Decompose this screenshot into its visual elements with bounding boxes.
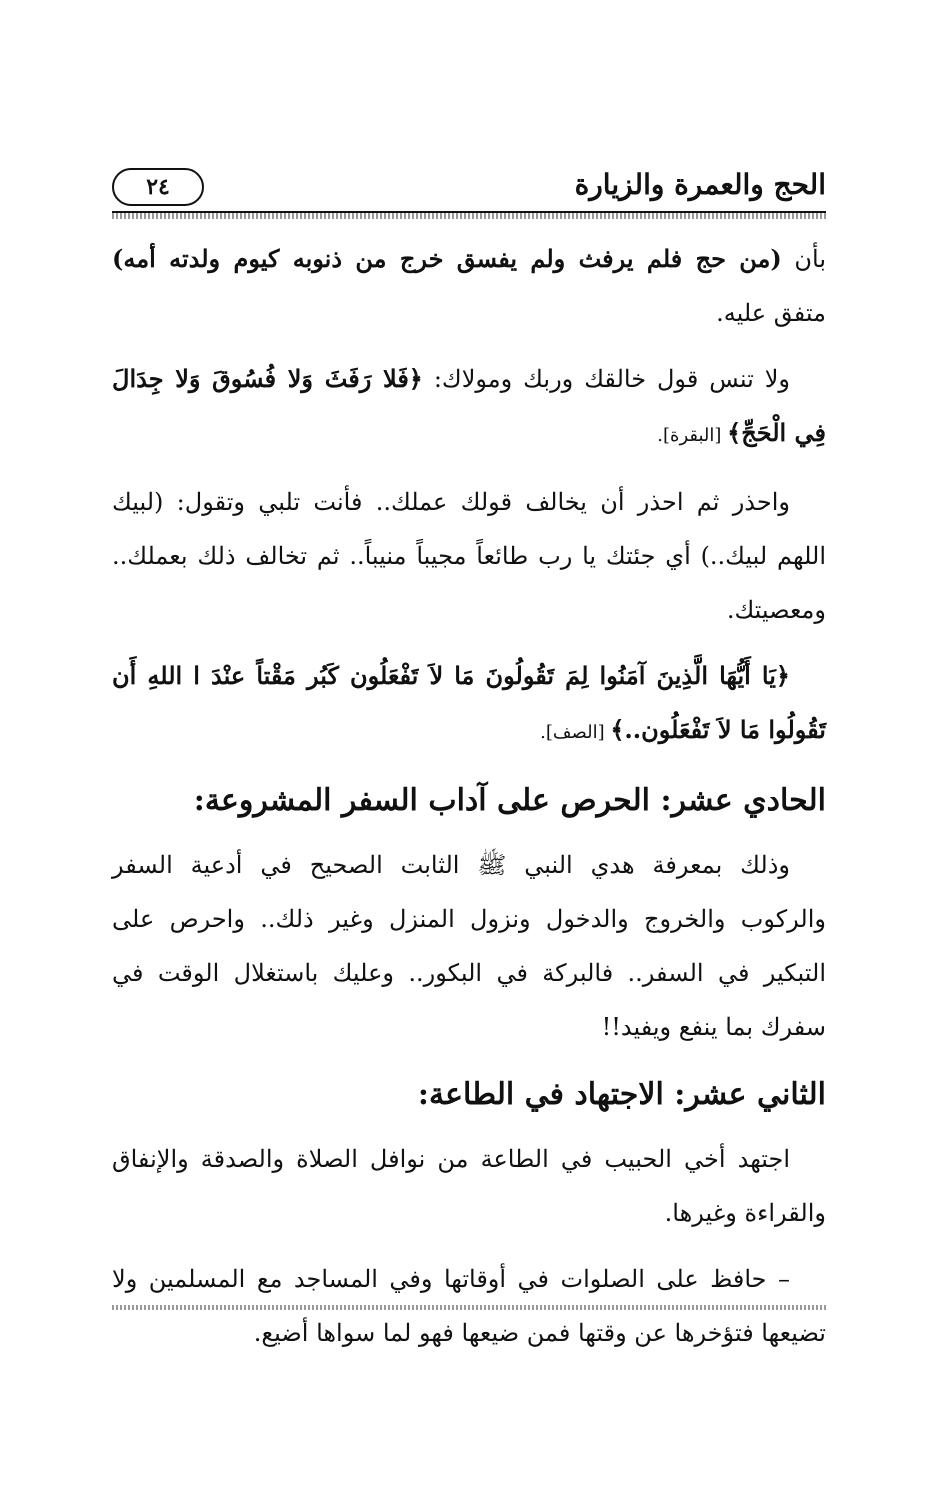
paragraph-text: متفق عليه.	[716, 299, 826, 327]
section-heading-11: الحادي عشر: الحرص على آداب السفر المشروعة:	[193, 783, 826, 818]
paragraph-hadith	[112, 232, 826, 340]
quran-verse: ﴿يَا أَيُّهَا الَّذِينَ آمَنُوا لِمَ تَقُولُونَ مَا لاَ تَفْعَلُون كَبُر مَقْتاً عنْدَ ا اللهِ أَن تَقُولُوا مَا لاَ تَفْعَلُون..﴾	[112, 661, 826, 744]
paragraph-prayers: – حافظ على الصلوات في أوقاتها وفي المساجد مع المسلمين ولا تضيعها فتؤخرها عن وقتها فمن ضيعها فهو لما سواها أضيع.	[112, 1265, 826, 1347]
page-number: ٢٤	[112, 168, 204, 206]
page-body	[112, 232, 826, 1372]
paragraph-quran-2	[112, 649, 826, 760]
running-title: الحج والعمرة والزيارة	[574, 168, 826, 201]
surah-reference: [الصف].	[540, 722, 611, 743]
quran-verse: ﴿فَلا رَفَثَ وَلا فُسُوقَ وَلا جِدَالَ فِي الْحَجِّ﴾	[112, 364, 826, 447]
paragraph-quran-1	[112, 352, 826, 463]
section-heading-12: الثاني عشر: الاجتهاد في الطاعة:	[417, 1077, 826, 1112]
surah-reference: [البقرة].	[657, 425, 728, 446]
paragraph-text: بأن	[781, 245, 826, 273]
paragraph-travel: وذلك بمعرفة هدي النبي ﷺ الثابت الصحيح في أدعية السفر والركوب والخروج والدخول ونزول المنزل وغير ذلك.. واحرص على التبكير في السفر.. فالبركة في البكور.. وعليك باستغلال الوقت في سفرك بما ينفع ويفيد!!	[112, 851, 826, 1041]
page-header	[112, 160, 826, 212]
paragraph-worship: اجتهد أخي الحبيب في الطاعة من نوافل الصلاة والصدقة والإنفاق والقراءة وغيرها.	[112, 1145, 826, 1227]
header-rule	[112, 211, 826, 219]
paragraph-warning: واحذر ثم احذر أن يخالف قولك عملك.. فأنت تلبي وتقول: (لبيك اللهم لبيك..) أي جئتك يا رب طائعاً مجيباً منيباً.. ثم تخالف ذلك بعملك.. ومعصيتك.	[112, 488, 826, 624]
footer-rule	[112, 1305, 826, 1310]
hadith-quote: (من حج فلم يرفث ولم يفسق خرج من ذنوبه كيوم ولدته أمه)	[112, 244, 782, 273]
paragraph-text: ولا تنس قول خالقك وربك ومولاك:	[422, 365, 790, 393]
